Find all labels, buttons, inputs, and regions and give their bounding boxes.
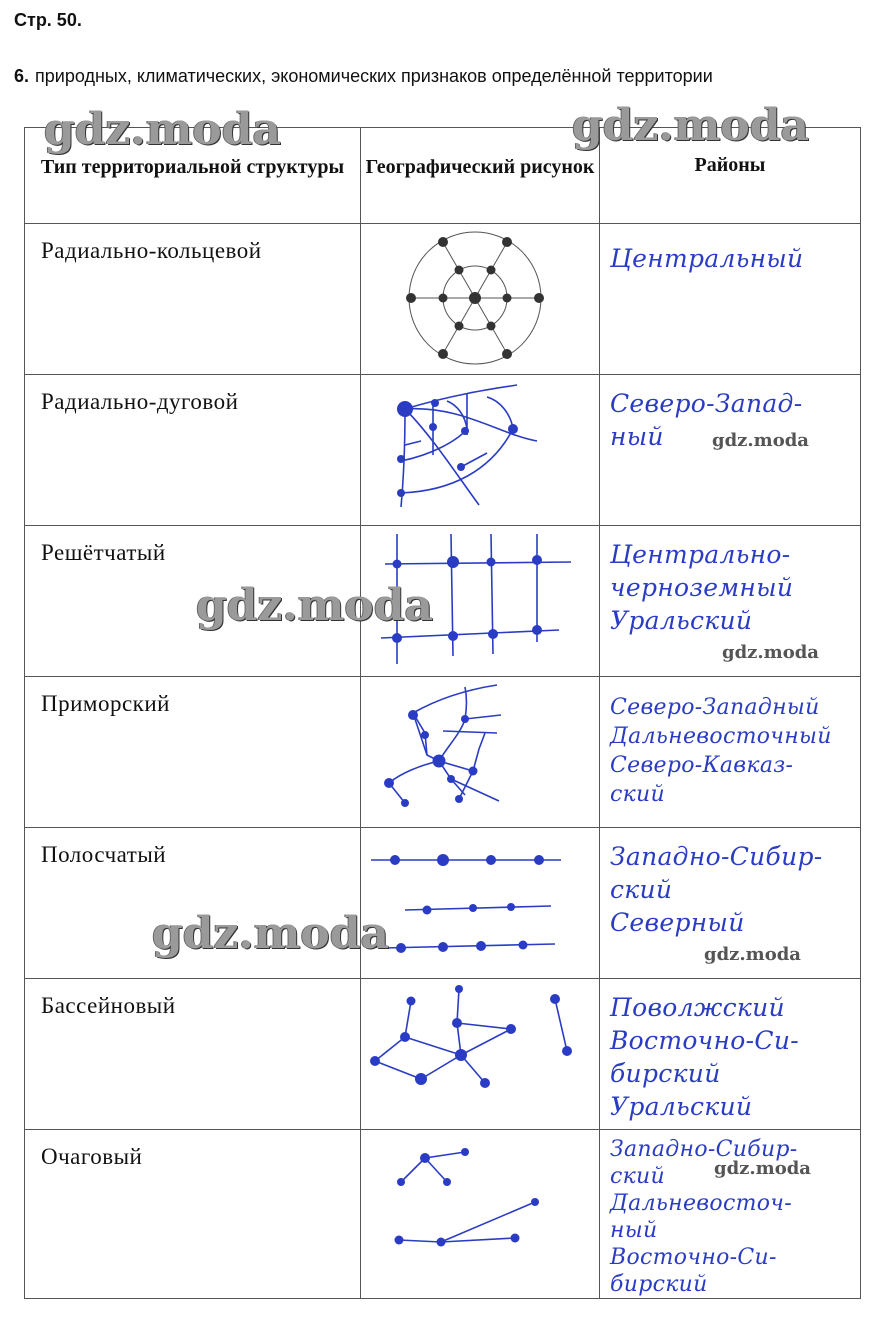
- structure-type-name: Приморский: [41, 691, 170, 716]
- task-line: [14, 66, 713, 87]
- coastal-diagram: [361, 677, 600, 828]
- structure-type-name: Очаговый: [41, 1144, 143, 1169]
- regions-handwritten: Западно-Сибир- ский Дальневосточ- ный Восточно-Си- бирский: [610, 1137, 798, 1297]
- table-row: [25, 1130, 861, 1299]
- watermark: gdz.moda: [572, 100, 810, 151]
- table-row: [25, 828, 861, 979]
- table-row: [25, 224, 861, 375]
- regions-handwritten: Северо-Западный Дальневосточный Северо-Кавказ- ский: [610, 695, 832, 807]
- table-header-row: [25, 128, 861, 224]
- watermark: gdz.moda: [714, 1158, 811, 1179]
- task-text: природных, климатических, экономических признаков определённой территории: [35, 66, 713, 86]
- basin-diagram: [361, 979, 600, 1130]
- page-title: Стр. 50.: [14, 10, 82, 30]
- header-regions: Районы: [600, 128, 861, 224]
- watermark: gdz.moda: [704, 944, 801, 965]
- grid-diagram: [361, 526, 600, 677]
- table-row: [25, 979, 861, 1130]
- watermark: gdz.moda: [44, 104, 282, 155]
- watermark: gdz.moda: [152, 908, 390, 959]
- radial-ring-diagram: [361, 224, 600, 375]
- structure-type-name: Радиально-дуговой: [41, 389, 239, 414]
- strip-diagram: [361, 828, 600, 979]
- watermark: gdz.moda: [712, 430, 809, 451]
- structure-type-name: Решётчатый: [41, 540, 166, 565]
- structure-type-name: Полосчатый: [41, 842, 167, 867]
- table-row: [25, 677, 861, 828]
- watermark: gdz.moda: [196, 580, 434, 631]
- regions-handwritten: Центральный: [610, 244, 804, 273]
- radial-arc-diagram: [361, 375, 600, 526]
- regions-handwritten: Западно-Сибир- ский Северный: [610, 842, 823, 937]
- regions-handwritten: Поволжский Восточно-Си- бирский Уральский: [610, 993, 799, 1121]
- regions-handwritten: Северо-Запад- ный: [610, 389, 803, 451]
- task-number: 6.: [14, 66, 30, 86]
- structure-type-name: Радиально-кольцевой: [41, 238, 262, 263]
- table-row: [25, 526, 861, 677]
- header-structure-type: Тип территориальной структуры: [25, 128, 361, 224]
- watermark: gdz.moda: [722, 642, 819, 663]
- focal-diagram: [361, 1130, 600, 1299]
- regions-handwritten: Центрально- черноземный Уральский: [610, 540, 794, 635]
- structure-type-name: Бассейновый: [41, 993, 176, 1018]
- table-row: [25, 375, 861, 526]
- answer-table: [24, 127, 861, 1299]
- header-geo-drawing: Географический рисунок: [361, 128, 600, 224]
